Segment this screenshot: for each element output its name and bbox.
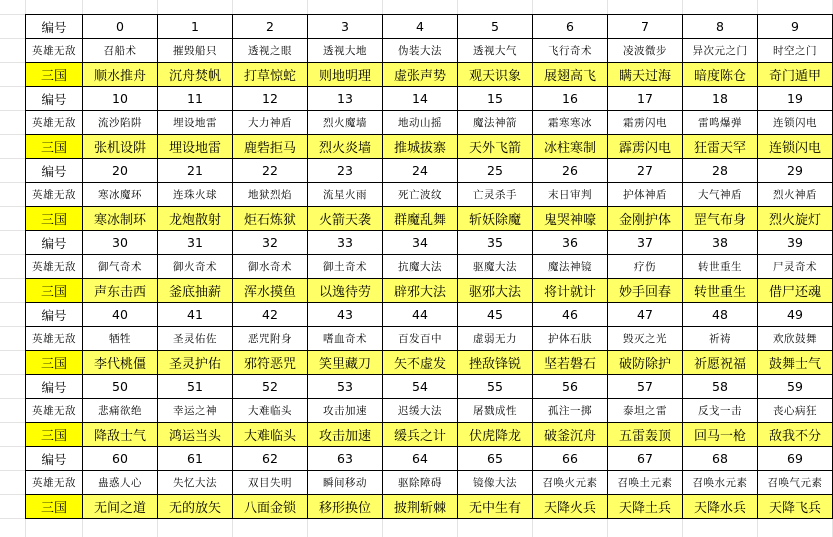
number-cell[interactable]: 28 — [683, 159, 758, 183]
number-cell[interactable]: 37 — [608, 231, 683, 255]
number-cell[interactable]: 69 — [758, 447, 833, 471]
number-cell[interactable]: 44 — [383, 303, 458, 327]
sanguo-spell-cell[interactable]: 烈火炎墙 — [308, 135, 383, 159]
sanguo-spell-cell[interactable]: 鼓舞士气 — [758, 351, 833, 375]
number-cell[interactable]: 29 — [758, 159, 833, 183]
row-label-sanguo[interactable]: 三国 — [26, 279, 83, 303]
row-label-sanguo[interactable]: 三国 — [26, 63, 83, 87]
sanguo-row — [26, 351, 833, 375]
number-row — [26, 375, 833, 399]
number-cell[interactable]: 36 — [533, 231, 608, 255]
yingxiong-spell-cell[interactable]: 烈火神盾 — [758, 183, 833, 207]
sanguo-spell-cell[interactable]: 驱邪大法 — [458, 279, 533, 303]
sanguo-spell-cell[interactable]: 伏虎降龙 — [458, 423, 533, 447]
number-cell[interactable]: 17 — [608, 87, 683, 111]
yingxiong-spell-cell[interactable]: 屠戮成性 — [458, 399, 533, 423]
number-cell[interactable]: 40 — [83, 303, 158, 327]
yingxiong-spell-cell[interactable]: 护体神盾 — [608, 183, 683, 207]
sanguo-spell-cell[interactable]: 烈火旋灯 — [758, 207, 833, 231]
sanguo-row — [26, 63, 833, 87]
sanguo-spell-cell[interactable]: 瞒天过海 — [608, 63, 683, 87]
yingxiong-spell-cell[interactable]: 埋设地雷 — [158, 111, 233, 135]
sanguo-spell-cell[interactable]: 破防除护 — [608, 351, 683, 375]
number-cell[interactable]: 55 — [458, 375, 533, 399]
yingxiong-spell-cell[interactable]: 霜寒寒冰 — [533, 111, 608, 135]
yingxiong-spell-cell[interactable]: 大难临头 — [233, 399, 308, 423]
number-cell[interactable]: 57 — [608, 375, 683, 399]
sanguo-spell-cell[interactable]: 群魔乱舞 — [383, 207, 458, 231]
number-row — [26, 87, 833, 111]
yingxiong-spell-cell[interactable]: 悲痛欲绝 — [83, 399, 158, 423]
number-cell[interactable]: 3 — [308, 15, 383, 39]
number-cell[interactable]: 42 — [233, 303, 308, 327]
yingxiong-spell-cell[interactable]: 召唤土元素 — [608, 471, 683, 495]
number-cell[interactable]: 49 — [758, 303, 833, 327]
yingxiong-spell-cell[interactable]: 召船术 — [83, 39, 158, 63]
number-cell[interactable]: 61 — [158, 447, 233, 471]
sanguo-spell-cell[interactable]: 敌我不分 — [758, 423, 833, 447]
sanguo-spell-cell[interactable]: 祈愿祝福 — [683, 351, 758, 375]
number-cell[interactable]: 8 — [683, 15, 758, 39]
yingxiong-spell-cell[interactable]: 瞬间移动 — [308, 471, 383, 495]
yingxiong-spell-cell[interactable]: 摧毁船只 — [158, 39, 233, 63]
yingxiong-spell-cell[interactable]: 凌波微步 — [608, 39, 683, 63]
number-row — [26, 447, 833, 471]
sanguo-spell-cell[interactable]: 妙手回春 — [608, 279, 683, 303]
yingxiong-spell-cell[interactable]: 时空之门 — [758, 39, 833, 63]
yingxiong-spell-cell[interactable]: 抗魔大法 — [383, 255, 458, 279]
number-cell[interactable]: 68 — [683, 447, 758, 471]
number-cell[interactable]: 39 — [758, 231, 833, 255]
yingxiong-spell-cell[interactable]: 蛊惑人心 — [83, 471, 158, 495]
yingxiong-row — [26, 255, 833, 279]
yingxiong-spell-cell[interactable]: 亡灵杀手 — [458, 183, 533, 207]
number-cell[interactable]: 58 — [683, 375, 758, 399]
yingxiong-spell-cell[interactable]: 透视之眼 — [233, 39, 308, 63]
number-cell[interactable]: 27 — [608, 159, 683, 183]
yingxiong-spell-cell[interactable]: 护体石肤 — [533, 327, 608, 351]
sanguo-row — [26, 207, 833, 231]
number-cell[interactable]: 38 — [683, 231, 758, 255]
sanguo-spell-cell[interactable]: 张机设阱 — [83, 135, 158, 159]
sanguo-row — [26, 279, 833, 303]
number-row — [26, 15, 833, 39]
yingxiong-spell-cell[interactable]: 连珠火球 — [158, 183, 233, 207]
yingxiong-row — [26, 327, 833, 351]
sanguo-spell-cell[interactable]: 破釜沉舟 — [533, 423, 608, 447]
number-cell[interactable]: 51 — [158, 375, 233, 399]
sanguo-row — [26, 135, 833, 159]
yingxiong-spell-cell[interactable]: 驱魔大法 — [458, 255, 533, 279]
number-cell[interactable]: 32 — [233, 231, 308, 255]
yingxiong-spell-cell[interactable]: 寒冰魔环 — [83, 183, 158, 207]
number-cell[interactable]: 0 — [83, 15, 158, 39]
number-cell[interactable]: 4 — [383, 15, 458, 39]
row-label-number[interactable]: 编号 — [26, 15, 83, 39]
yingxiong-spell-cell[interactable]: 末日审判 — [533, 183, 608, 207]
number-cell[interactable]: 41 — [158, 303, 233, 327]
yingxiong-spell-cell[interactable]: 攻击加速 — [308, 399, 383, 423]
number-cell[interactable]: 46 — [533, 303, 608, 327]
row-label-sanguo[interactable]: 三国 — [26, 207, 83, 231]
row-label-yingxiong[interactable]: 英雄无敌 — [26, 327, 83, 351]
yingxiong-spell-cell[interactable]: 大力神盾 — [233, 111, 308, 135]
yingxiong-spell-cell[interactable]: 召唤火元素 — [533, 471, 608, 495]
number-cell[interactable]: 48 — [683, 303, 758, 327]
sanguo-spell-cell[interactable]: 李代桃僵 — [83, 351, 158, 375]
number-cell[interactable]: 21 — [158, 159, 233, 183]
sanguo-spell-cell[interactable]: 打草惊蛇 — [233, 63, 308, 87]
sanguo-spell-cell[interactable]: 则地明理 — [308, 63, 383, 87]
yingxiong-spell-cell[interactable]: 孤注一掷 — [533, 399, 608, 423]
yingxiong-spell-cell[interactable]: 连锁闪电 — [758, 111, 833, 135]
sanguo-spell-cell[interactable]: 降敌士气 — [83, 423, 158, 447]
yingxiong-row — [26, 471, 833, 495]
yingxiong-spell-cell[interactable]: 透视大地 — [308, 39, 383, 63]
sanguo-spell-cell[interactable]: 顺水推舟 — [83, 63, 158, 87]
sanguo-row — [26, 423, 833, 447]
row-label-sanguo[interactable]: 三国 — [26, 423, 83, 447]
number-cell[interactable]: 9 — [758, 15, 833, 39]
yingxiong-spell-cell[interactable]: 御气奇术 — [83, 255, 158, 279]
row-label-number[interactable]: 编号 — [26, 159, 83, 183]
row-label-yingxiong[interactable]: 英雄无敌 — [26, 111, 83, 135]
sanguo-spell-cell[interactable]: 龙炮散射 — [158, 207, 233, 231]
sanguo-spell-cell[interactable]: 转世重生 — [683, 279, 758, 303]
number-cell[interactable]: 31 — [158, 231, 233, 255]
sanguo-spell-cell[interactable]: 移形换位 — [308, 495, 383, 519]
yingxiong-row — [26, 39, 833, 63]
sanguo-spell-cell[interactable]: 埋设地雷 — [158, 135, 233, 159]
yingxiong-spell-cell[interactable]: 魔法神镜 — [533, 255, 608, 279]
number-cell[interactable]: 6 — [533, 15, 608, 39]
yingxiong-spell-cell[interactable]: 御土奇术 — [308, 255, 383, 279]
row-label-yingxiong[interactable]: 英雄无敌 — [26, 255, 83, 279]
yingxiong-spell-cell[interactable]: 恶咒附身 — [233, 327, 308, 351]
yingxiong-spell-cell[interactable]: 异次元之门 — [683, 39, 758, 63]
yingxiong-spell-cell[interactable]: 御水奇术 — [233, 255, 308, 279]
sanguo-spell-cell[interactable]: 鸿运当头 — [158, 423, 233, 447]
sanguo-spell-cell[interactable]: 展翅高飞 — [533, 63, 608, 87]
sanguo-spell-cell[interactable]: 将计就计 — [533, 279, 608, 303]
sanguo-spell-cell[interactable]: 奇门遁甲 — [758, 63, 833, 87]
number-cell[interactable]: 12 — [233, 87, 308, 111]
sanguo-spell-cell[interactable]: 坚若磐石 — [533, 351, 608, 375]
number-cell[interactable]: 15 — [458, 87, 533, 111]
number-cell[interactable]: 45 — [458, 303, 533, 327]
number-cell[interactable]: 1 — [158, 15, 233, 39]
row-label-yingxiong[interactable]: 英雄无敌 — [26, 471, 83, 495]
yingxiong-spell-cell[interactable]: 死亡波纹 — [383, 183, 458, 207]
yingxiong-spell-cell[interactable]: 圣灵佑佐 — [158, 327, 233, 351]
row-label-sanguo[interactable]: 三国 — [26, 135, 83, 159]
number-cell[interactable]: 50 — [83, 375, 158, 399]
sanguo-spell-cell[interactable]: 攻击加速 — [308, 423, 383, 447]
sanguo-spell-cell[interactable]: 鬼哭神嚎 — [533, 207, 608, 231]
yingxiong-spell-cell[interactable]: 虚弱无力 — [458, 327, 533, 351]
yingxiong-spell-cell[interactable]: 双目失明 — [233, 471, 308, 495]
sanguo-spell-cell[interactable]: 狂雷天罕 — [683, 135, 758, 159]
number-cell[interactable]: 23 — [308, 159, 383, 183]
sanguo-spell-cell[interactable]: 天降飞兵 — [758, 495, 833, 519]
number-cell[interactable]: 59 — [758, 375, 833, 399]
sanguo-spell-cell[interactable]: 五雷轰顶 — [608, 423, 683, 447]
number-cell[interactable]: 11 — [158, 87, 233, 111]
yingxiong-spell-cell[interactable]: 流星火雨 — [308, 183, 383, 207]
row-label-yingxiong[interactable]: 英雄无敌 — [26, 183, 83, 207]
yingxiong-row — [26, 111, 833, 135]
row-label-number[interactable]: 编号 — [26, 231, 83, 255]
number-cell[interactable]: 60 — [83, 447, 158, 471]
row-label-number[interactable]: 编号 — [26, 447, 83, 471]
number-cell[interactable]: 24 — [383, 159, 458, 183]
sanguo-spell-cell[interactable]: 连锁闪电 — [758, 135, 833, 159]
row-label-yingxiong[interactable]: 英雄无敌 — [26, 39, 83, 63]
yingxiong-spell-cell[interactable]: 丧心病狂 — [758, 399, 833, 423]
number-cell[interactable]: 56 — [533, 375, 608, 399]
yingxiong-spell-cell[interactable]: 祈祷 — [683, 327, 758, 351]
yingxiong-spell-cell[interactable]: 地动山摇 — [383, 111, 458, 135]
row-label-sanguo[interactable]: 三国 — [26, 495, 83, 519]
sanguo-spell-cell[interactable]: 寒冰制环 — [83, 207, 158, 231]
sanguo-spell-cell[interactable]: 缓兵之计 — [383, 423, 458, 447]
sanguo-spell-cell[interactable]: 邪符恶咒 — [233, 351, 308, 375]
number-cell[interactable]: 25 — [458, 159, 533, 183]
yingxiong-spell-cell[interactable]: 透视大气 — [458, 39, 533, 63]
number-cell[interactable]: 16 — [533, 87, 608, 111]
number-cell[interactable]: 54 — [383, 375, 458, 399]
number-cell[interactable]: 62 — [233, 447, 308, 471]
yingxiong-spell-cell[interactable]: 召唤水元素 — [683, 471, 758, 495]
sanguo-spell-cell[interactable]: 八面金锁 — [233, 495, 308, 519]
number-row — [26, 159, 833, 183]
sanguo-spell-cell[interactable]: 金刚护体 — [608, 207, 683, 231]
sanguo-spell-cell[interactable]: 笑里藏刀 — [308, 351, 383, 375]
table-body — [26, 15, 833, 519]
number-cell[interactable]: 47 — [608, 303, 683, 327]
sanguo-spell-cell[interactable]: 浑水摸鱼 — [233, 279, 308, 303]
sanguo-spell-cell[interactable]: 无的放矢 — [158, 495, 233, 519]
yingxiong-spell-cell[interactable]: 百发百中 — [383, 327, 458, 351]
number-cell[interactable]: 67 — [608, 447, 683, 471]
yingxiong-spell-cell[interactable]: 嗜血奇术 — [308, 327, 383, 351]
yingxiong-spell-cell[interactable]: 尸灵奇术 — [758, 255, 833, 279]
yingxiong-spell-cell[interactable]: 烈火魔墙 — [308, 111, 383, 135]
sanguo-spell-cell[interactable]: 沉舟焚帆 — [158, 63, 233, 87]
sanguo-spell-cell[interactable]: 暗度陈仓 — [683, 63, 758, 87]
sanguo-spell-cell[interactable]: 罡气布身 — [683, 207, 758, 231]
yingxiong-spell-cell[interactable]: 疗伤 — [608, 255, 683, 279]
number-cell[interactable]: 53 — [308, 375, 383, 399]
yingxiong-spell-cell[interactable]: 伪装大法 — [383, 39, 458, 63]
yingxiong-spell-cell[interactable]: 驱除障碍 — [383, 471, 458, 495]
sanguo-spell-cell[interactable]: 披荆斩棘 — [383, 495, 458, 519]
sanguo-spell-cell[interactable]: 推城拔寨 — [383, 135, 458, 159]
sanguo-spell-cell[interactable]: 无中生有 — [458, 495, 533, 519]
sanguo-spell-cell[interactable]: 鹿砦拒马 — [233, 135, 308, 159]
number-cell[interactable]: 64 — [383, 447, 458, 471]
yingxiong-spell-cell[interactable]: 泰坦之雷 — [608, 399, 683, 423]
sanguo-spell-cell[interactable]: 虚张声势 — [383, 63, 458, 87]
number-cell[interactable]: 19 — [758, 87, 833, 111]
yingxiong-spell-cell[interactable]: 流沙陷阱 — [83, 111, 158, 135]
yingxiong-spell-cell[interactable]: 大气神盾 — [683, 183, 758, 207]
yingxiong-row — [26, 183, 833, 207]
sanguo-spell-cell[interactable]: 冰柱寒制 — [533, 135, 608, 159]
sanguo-spell-cell[interactable]: 以逸待劳 — [308, 279, 383, 303]
row-label-number[interactable]: 编号 — [26, 87, 83, 111]
row-label-sanguo[interactable]: 三国 — [26, 351, 83, 375]
row-label-number[interactable]: 编号 — [26, 375, 83, 399]
number-cell[interactable]: 65 — [458, 447, 533, 471]
yingxiong-spell-cell[interactable]: 转世重生 — [683, 255, 758, 279]
number-cell[interactable]: 52 — [233, 375, 308, 399]
number-cell[interactable]: 10 — [83, 87, 158, 111]
number-cell[interactable]: 14 — [383, 87, 458, 111]
yingxiong-row — [26, 399, 833, 423]
sanguo-spell-cell[interactable]: 回马一枪 — [683, 423, 758, 447]
yingxiong-spell-cell[interactable]: 御火奇术 — [158, 255, 233, 279]
number-cell[interactable]: 2 — [233, 15, 308, 39]
yingxiong-spell-cell[interactable]: 镜像大法 — [458, 471, 533, 495]
number-cell[interactable]: 26 — [533, 159, 608, 183]
sanguo-spell-cell[interactable]: 大难临头 — [233, 423, 308, 447]
yingxiong-spell-cell[interactable]: 迟缓大法 — [383, 399, 458, 423]
number-cell[interactable]: 33 — [308, 231, 383, 255]
sanguo-spell-cell[interactable]: 斩妖除魔 — [458, 207, 533, 231]
yingxiong-spell-cell[interactable]: 地狱烈焰 — [233, 183, 308, 207]
number-cell[interactable]: 18 — [683, 87, 758, 111]
yingxiong-spell-cell[interactable]: 雷鸣爆弹 — [683, 111, 758, 135]
number-cell[interactable]: 43 — [308, 303, 383, 327]
sanguo-spell-cell[interactable]: 无间之道 — [83, 495, 158, 519]
yingxiong-spell-cell[interactable]: 欢欣鼓舞 — [758, 327, 833, 351]
sanguo-spell-cell[interactable]: 辟邪大法 — [383, 279, 458, 303]
yingxiong-spell-cell[interactable]: 召唤气元素 — [758, 471, 833, 495]
number-cell[interactable]: 20 — [83, 159, 158, 183]
sanguo-spell-cell[interactable]: 天外飞箭 — [458, 135, 533, 159]
sanguo-spell-cell[interactable]: 矢不虚发 — [383, 351, 458, 375]
row-label-yingxiong[interactable]: 英雄无敌 — [26, 399, 83, 423]
number-row — [26, 231, 833, 255]
yingxiong-spell-cell[interactable]: 魔法神箭 — [458, 111, 533, 135]
yingxiong-spell-cell[interactable]: 霜雳闪电 — [608, 111, 683, 135]
sanguo-spell-cell[interactable]: 借尸还魂 — [758, 279, 833, 303]
spell-mapping-table — [25, 14, 833, 519]
number-cell[interactable]: 34 — [383, 231, 458, 255]
sanguo-spell-cell[interactable]: 天降土兵 — [608, 495, 683, 519]
yingxiong-spell-cell[interactable]: 牺牲 — [83, 327, 158, 351]
sanguo-spell-cell[interactable]: 霹雳闪电 — [608, 135, 683, 159]
sanguo-row — [26, 495, 833, 519]
number-cell[interactable]: 22 — [233, 159, 308, 183]
sanguo-spell-cell[interactable]: 圣灵护佑 — [158, 351, 233, 375]
row-label-number[interactable]: 编号 — [26, 303, 83, 327]
yingxiong-spell-cell[interactable]: 反戈一击 — [683, 399, 758, 423]
sanguo-spell-cell[interactable]: 天降水兵 — [683, 495, 758, 519]
number-cell[interactable]: 13 — [308, 87, 383, 111]
number-cell[interactable]: 63 — [308, 447, 383, 471]
yingxiong-spell-cell[interactable]: 幸运之神 — [158, 399, 233, 423]
number-cell[interactable]: 7 — [608, 15, 683, 39]
number-cell[interactable]: 35 — [458, 231, 533, 255]
yingxiong-spell-cell[interactable]: 失忆大法 — [158, 471, 233, 495]
number-cell[interactable]: 30 — [83, 231, 158, 255]
number-cell[interactable]: 66 — [533, 447, 608, 471]
yingxiong-spell-cell[interactable]: 毁灭之光 — [608, 327, 683, 351]
yingxiong-spell-cell[interactable]: 飞行奇术 — [533, 39, 608, 63]
number-cell[interactable]: 5 — [458, 15, 533, 39]
sanguo-spell-cell[interactable]: 釜底抽薪 — [158, 279, 233, 303]
sanguo-spell-cell[interactable]: 炬石炼狱 — [233, 207, 308, 231]
sanguo-spell-cell[interactable]: 观天识象 — [458, 63, 533, 87]
number-row — [26, 303, 833, 327]
sanguo-spell-cell[interactable]: 天降火兵 — [533, 495, 608, 519]
sanguo-spell-cell[interactable]: 声东击西 — [83, 279, 158, 303]
sanguo-spell-cell[interactable]: 挫敌锋锐 — [458, 351, 533, 375]
sanguo-spell-cell[interactable]: 火箭天袭 — [308, 207, 383, 231]
